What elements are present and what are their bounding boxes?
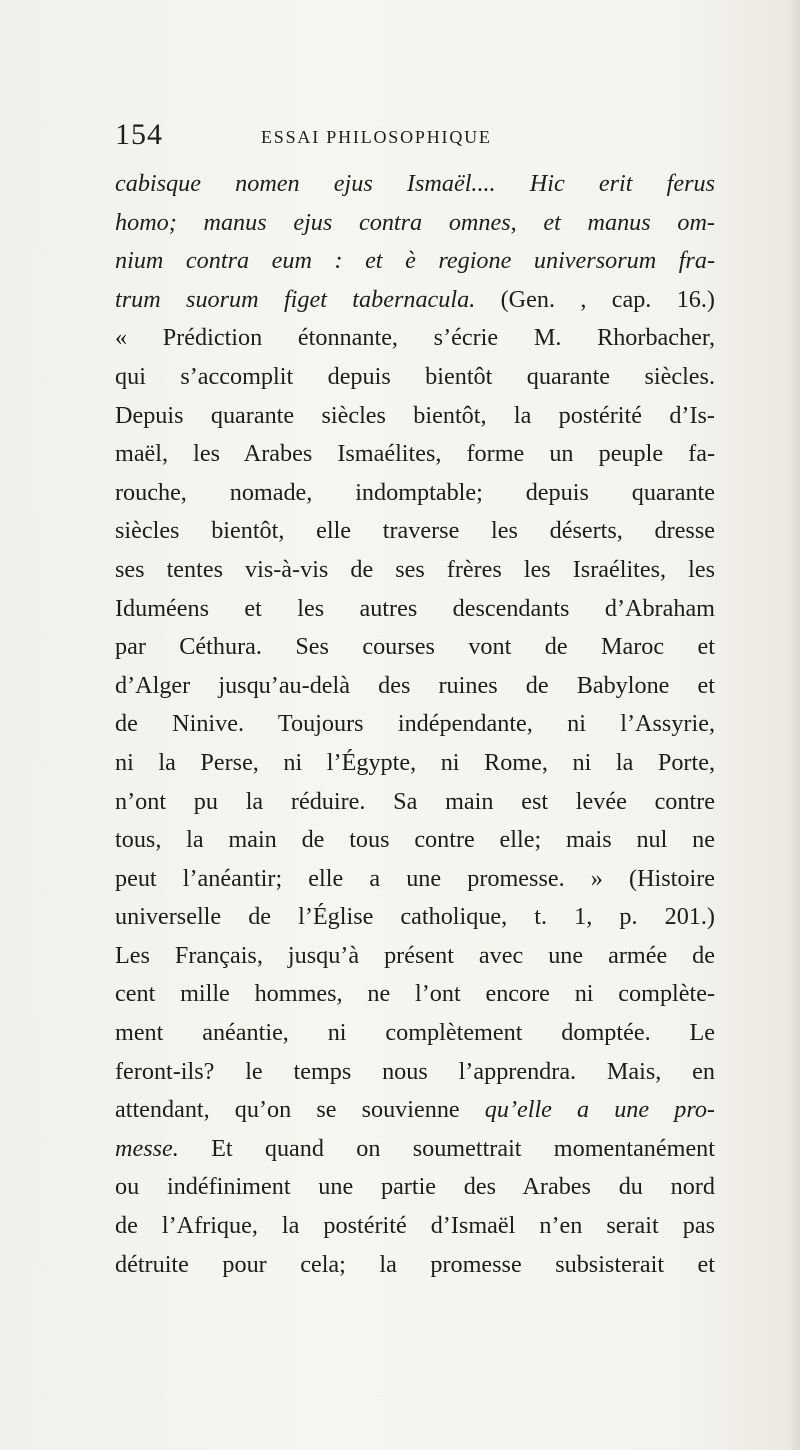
- italic-segment: messe.: [115, 1134, 179, 1162]
- text-line: [115, 435, 715, 474]
- page-edge-shadow: [786, 0, 800, 1450]
- text-line: [115, 319, 715, 358]
- text-segment: ment anéantie, ni complètement domptée. Le: [115, 1019, 715, 1047]
- text-segment: détruite pour cela; la promesse subsisterait et: [115, 1250, 715, 1278]
- text-segment: de Ninive. Toujours indépendante, ni l’Assyrie,: [115, 710, 715, 738]
- text-line: [115, 975, 715, 1014]
- text-line: [115, 242, 715, 281]
- page-header: [115, 118, 715, 158]
- text-line: [115, 204, 715, 243]
- text-line: [115, 590, 715, 629]
- text-line: [115, 628, 715, 667]
- text-line: [115, 705, 715, 744]
- text-segment: feront-ils? le temps nous l’apprendra. Mais, en: [115, 1057, 715, 1085]
- text-segment: ou indéfiniment une partie des Arabes du nord: [115, 1173, 715, 1201]
- text-line: [115, 1091, 715, 1130]
- text-line: [115, 165, 715, 204]
- text-segment: d’Alger jusqu’au-delà des ruines de Babylone et: [115, 671, 715, 699]
- text-line: [115, 860, 715, 899]
- text-segment: (Gen. , cap. 16.): [475, 285, 715, 313]
- text-line: [115, 1014, 715, 1053]
- text-line: [115, 1053, 715, 1092]
- text-line: [115, 1168, 715, 1207]
- text-segment: par Céthura. Ses courses vont de Maroc et: [115, 633, 715, 661]
- text-line: [115, 744, 715, 783]
- text-line: [115, 783, 715, 822]
- text-segment: tous, la main de tous contre elle; mais nul ne: [115, 826, 715, 854]
- text-segment: maël, les Arabes Ismaélites, forme un peuple fa-: [115, 440, 715, 468]
- text-line: [115, 667, 715, 706]
- text-line: [115, 1207, 715, 1246]
- italic-segment: cabisque nomen ejus Ismaël.... Hic erit ferus: [115, 170, 715, 197]
- text-line: [115, 474, 715, 513]
- text-segment: Et quand on soumettrait momentanément: [178, 1134, 715, 1162]
- text-line: [115, 898, 715, 937]
- text-line: [115, 937, 715, 976]
- text-segment: universelle de l’Église catholique, t. 1, p. 201.): [115, 903, 715, 931]
- italic-segment: trum suorum figet tabernacula.: [115, 285, 476, 313]
- text-segment: Depuis quarante siècles bientôt, la postérité d’Is-: [115, 401, 715, 429]
- running-head: ESSAI PHILOSOPHIQUE: [261, 127, 492, 147]
- text-line: [115, 551, 715, 590]
- text-segment: Les Français, jusqu’à présent avec une armée de: [115, 941, 715, 969]
- text-line: [115, 397, 715, 436]
- italic-segment: qu’elle a une pro-: [484, 1096, 715, 1124]
- text-line: [115, 281, 715, 320]
- text-segment: qui s’accomplit depuis bientôt quarante siècles.: [115, 362, 715, 390]
- text-segment: peut l’anéantir; elle a une promesse. » (Histoire: [115, 864, 715, 892]
- text-segment: cent mille hommes, ne l’ont encore ni complète-: [115, 980, 715, 1008]
- text-segment: attendant, qu’on se souvienne: [115, 1096, 485, 1124]
- text-line: [115, 358, 715, 397]
- text-line: [115, 1246, 715, 1285]
- italic-segment: homo; manus ejus contra omnes, et manus om-: [115, 208, 715, 236]
- text-segment: Iduméens et les autres descendants d’Abraham: [115, 594, 715, 622]
- italic-segment: nium contra eum : et è regione universorum fra-: [115, 247, 715, 275]
- text-line: [115, 821, 715, 860]
- text-segment: de l’Afrique, la postérité d’Ismaël n’en serait pas: [115, 1212, 715, 1240]
- text-line: [115, 1130, 715, 1169]
- text-segment: ses tentes vis-à-vis de ses frères les Israélites, les: [115, 555, 715, 583]
- body-text: [115, 165, 715, 1284]
- text-segment: rouche, nomade, indomptable; depuis quarante: [115, 478, 715, 506]
- text-segment: siècles bientôt, elle traverse les déserts, dresse: [115, 517, 715, 545]
- text-segment: n’ont pu la réduire. Sa main est levée contre: [115, 787, 715, 815]
- text-segment: « Prédiction étonnante, s’écrie M. Rhorbacher,: [115, 324, 715, 352]
- page-number: 154: [115, 118, 163, 151]
- text-line: [115, 512, 715, 551]
- text-segment: ni la Perse, ni l’Égypte, ni Rome, ni la Porte,: [115, 748, 715, 776]
